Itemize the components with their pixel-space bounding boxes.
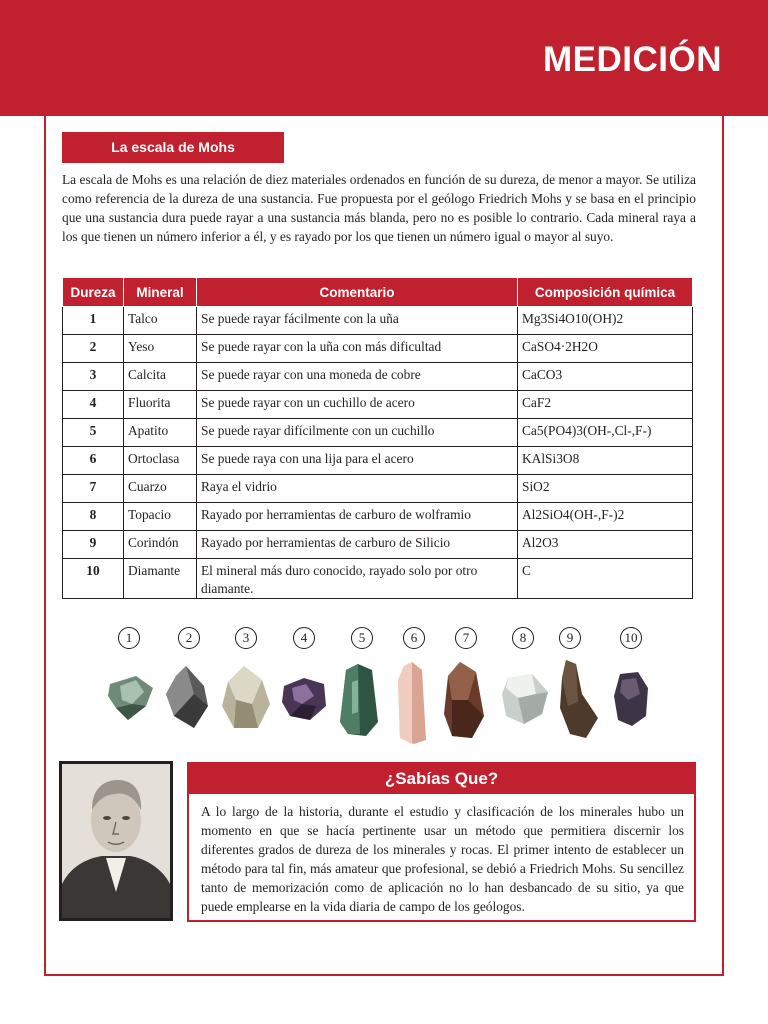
- column-header-dureza: Dureza: [63, 278, 124, 307]
- scale-number: 7: [455, 627, 477, 649]
- scale-numbers: [0, 627, 768, 653]
- table-row: [63, 391, 693, 419]
- mineral-photos: [0, 656, 768, 752]
- table-row: [63, 363, 693, 391]
- mohs-table: [62, 277, 693, 599]
- column-header-comentario: Comentario: [197, 278, 518, 307]
- table-row: [63, 307, 693, 335]
- formula-cell: Mg3Si4O10(OH)2: [518, 307, 693, 335]
- comment-cell: Se puede rayar con un cuchillo de acero: [197, 391, 518, 419]
- mineral-cell: Diamante: [124, 559, 197, 599]
- calcita-image: [220, 664, 272, 732]
- scale-number: 9: [559, 627, 581, 649]
- dureza-cell: 7: [63, 475, 124, 503]
- dureza-cell: 3: [63, 363, 124, 391]
- table-row: [63, 419, 693, 447]
- mineral-cell: Yeso: [124, 335, 197, 363]
- scale-number: 5: [351, 627, 373, 649]
- comment-cell: Se puede rayar difícilmente con un cuchillo: [197, 419, 518, 447]
- table-row: [63, 447, 693, 475]
- apatito-image: [336, 662, 382, 738]
- formula-cell: Ca5(PO4)3(OH-,Cl-,F-): [518, 419, 693, 447]
- table-row: [63, 335, 693, 363]
- scale-number: 8: [512, 627, 534, 649]
- column-header-mineral: Mineral: [124, 278, 197, 307]
- mineral-cell: Apatito: [124, 419, 197, 447]
- did-you-know-title: ¿Sabías Que?: [189, 764, 694, 794]
- fluorita-image: [280, 676, 328, 722]
- table-row: [63, 531, 693, 559]
- mineral-cell: Topacio: [124, 503, 197, 531]
- scale-number: 4: [293, 627, 315, 649]
- comment-cell: Se puede rayar con una moneda de cobre: [197, 363, 518, 391]
- dureza-cell: 10: [63, 559, 124, 599]
- yeso-image: [164, 664, 210, 730]
- ortoclasa-image: [396, 660, 428, 746]
- scale-number: 10: [620, 627, 642, 649]
- formula-cell: Al2SiO4(OH-,F-)2: [518, 503, 693, 531]
- dureza-cell: 5: [63, 419, 124, 447]
- scale-number: 1: [118, 627, 140, 649]
- cuarzo-image: [440, 660, 488, 740]
- section-title: La escala de Mohs: [62, 132, 284, 163]
- mineral-cell: Cuarzo: [124, 475, 197, 503]
- scale-number: 2: [178, 627, 200, 649]
- topacio-image: [500, 672, 550, 726]
- mineral-cell: Calcita: [124, 363, 197, 391]
- table-row: [63, 503, 693, 531]
- corindon-image: [556, 658, 600, 740]
- portrait-image: [62, 764, 170, 918]
- talco-image: [106, 674, 156, 722]
- mineral-cell: Corindón: [124, 531, 197, 559]
- scale-number: 3: [235, 627, 257, 649]
- column-header-composicion: Composición química: [518, 278, 693, 307]
- formula-cell: Al2O3: [518, 531, 693, 559]
- page-title: MEDICIÓN: [543, 40, 722, 79]
- comment-cell: Se puede rayar con la uña con más dificultad: [197, 335, 518, 363]
- formula-cell: SiO2: [518, 475, 693, 503]
- table-row: [63, 475, 693, 503]
- dureza-cell: 9: [63, 531, 124, 559]
- page-header: [0, 0, 768, 116]
- mineral-cell: Ortoclasa: [124, 447, 197, 475]
- formula-cell: KAlSi3O8: [518, 447, 693, 475]
- comment-cell: El mineral más duro conocido, rayado solo por otro diamante.: [197, 559, 518, 599]
- formula-cell: CaF2: [518, 391, 693, 419]
- comment-cell: Se puede raya con una lija para el acero: [197, 447, 518, 475]
- friedrich-mohs-portrait: [59, 761, 173, 921]
- dureza-cell: 8: [63, 503, 124, 531]
- mineral-cell: Fluorita: [124, 391, 197, 419]
- formula-cell: C: [518, 559, 693, 599]
- dureza-cell: 4: [63, 391, 124, 419]
- comment-cell: Raya el vidrio: [197, 475, 518, 503]
- scale-number: 6: [403, 627, 425, 649]
- formula-cell: CaCO3: [518, 363, 693, 391]
- comment-cell: Rayado por herramientas de carburo de Silicio: [197, 531, 518, 559]
- mineral-cell: Talco: [124, 307, 197, 335]
- did-you-know-text: A lo largo de la historia, durante el estudio y clasificación de los minerales hubo un momento en que se hacía pertinente usar un método que permitiera discernir los diferentes grados de dureza de los minerales y rocas. El primer intento de establecer un método para tal fin, más amateur que profesional, se debió a Friedrich Mohs. Su sencillez tanto de memorización como de aplicación no lo han desbancado de su sitio, ya que puede emplearse en la vida diaria de campo de los geólogos.: [201, 804, 684, 914]
- dureza-cell: 2: [63, 335, 124, 363]
- dureza-cell: 1: [63, 307, 124, 335]
- intro-paragraph: La escala de Mohs es una relación de diez materiales ordenados en función de su dureza, de menor a mayor. Se utiliza como referencia de la dureza de una sustancia. Fue propuesta por el geólogo Friedrich Mohs y se basa en el principio que una sustancia dura puede rayar a una sustancia más blanda, pero no es posible lo contrario. Cada mineral raya a los que tienen un número inferior a él, y es rayado por los que tienen un número igual o mayor al suyo.: [62, 172, 696, 244]
- diamante-image: [612, 670, 650, 728]
- table-header-row: [63, 278, 693, 307]
- did-you-know-box: [187, 762, 696, 922]
- comment-cell: Rayado por herramientas de carburo de wolframio: [197, 503, 518, 531]
- dureza-cell: 6: [63, 447, 124, 475]
- comment-cell: Se puede rayar fácilmente con la uña: [197, 307, 518, 335]
- formula-cell: CaSO4·2H2O: [518, 335, 693, 363]
- table-row: [63, 559, 693, 599]
